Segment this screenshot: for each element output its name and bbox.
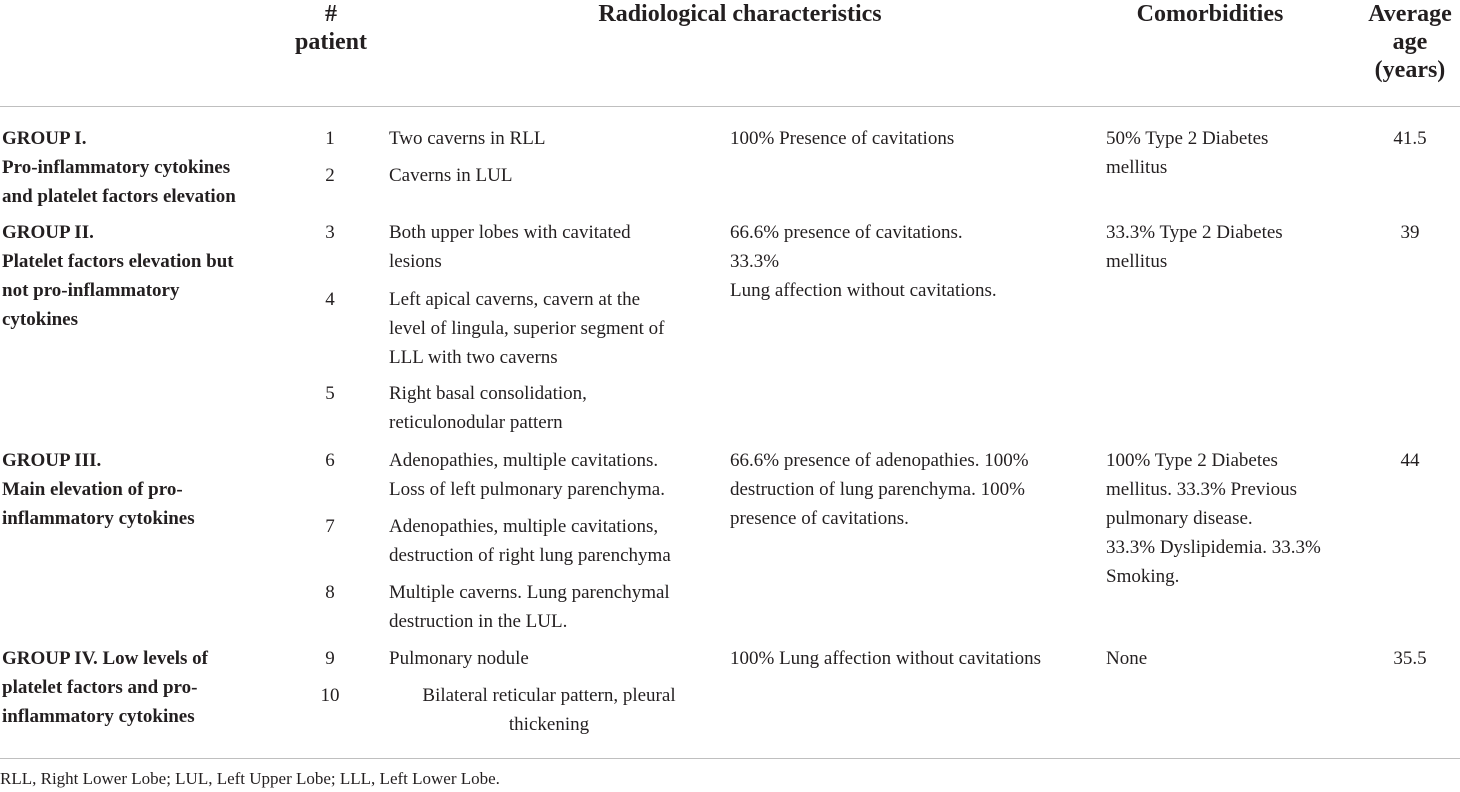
group-summary-line: 66.6% presence of adenopathies. 100% (730, 450, 1029, 471)
patient-description-line: Left apical caverns, cavern at the (389, 289, 641, 310)
header-rule (0, 106, 1460, 107)
group-comorbidities-line: 33.3% Type 2 Diabetes (1106, 222, 1283, 243)
patient-description (389, 644, 529, 673)
group-comorbidities-line: mellitus. 33.3% Previous (1106, 479, 1298, 500)
header-patient-line: patient (295, 29, 367, 55)
patient-number: 3 (325, 222, 335, 243)
patient-description-line: lesions (389, 251, 442, 272)
patient-description (389, 379, 587, 437)
patient-description-line: Multiple caverns. Lung parenchymal (389, 582, 670, 603)
patient-description-line: Both upper lobes with cavitated (389, 222, 631, 243)
group-summary-line: 66.6% presence of cavitations. (730, 222, 963, 243)
patient-description-line: Bilateral reticular pattern, pleural (422, 685, 676, 706)
group-name-line: GROUP II. (2, 222, 94, 243)
patient-description (389, 578, 670, 636)
group-summary (730, 644, 1041, 673)
group-name (2, 124, 236, 211)
patient-description-line: Adenopathies, multiple cavitations, (389, 516, 659, 537)
footnote: RLL, Right Lower Lobe; LUL, Left Upper Lobe; LLL, Left Lower Lobe. (0, 769, 500, 788)
patient-number: 1 (325, 128, 335, 149)
patient-description-line: Pulmonary nodule (389, 648, 529, 669)
group-summary-line: destruction of lung parenchyma. 100% (730, 479, 1025, 500)
group-name-line: GROUP I. (2, 128, 87, 149)
patient-description-line: LLL with two caverns (389, 347, 558, 368)
patient-description-line: level of lingula, superior segment of (389, 318, 665, 339)
group-average-age: 39 (1400, 222, 1420, 243)
patient-description-line: Loss of left pulmonary parenchyma. (389, 479, 665, 500)
group-summary (730, 446, 1029, 533)
group-name-line: Main elevation of pro- (2, 479, 183, 500)
header-patient-line: # (325, 1, 337, 27)
group-comorbidities-line: 50% Type 2 Diabetes (1106, 128, 1269, 149)
patient-description-line: Right basal consolidation, (389, 383, 587, 404)
group-name-line: GROUP IV. Low levels of (2, 648, 209, 669)
patient-number: 7 (325, 516, 335, 537)
header-radiological: Radiological characteristics (598, 1, 882, 27)
group-comorbidities-line: pulmonary disease. (1106, 508, 1253, 529)
header-patient (286, 0, 376, 56)
group-summary-line: presence of cavitations. (730, 508, 909, 529)
group-comorbidities (1106, 446, 1321, 591)
group-name-line: inflammatory cytokines (2, 508, 195, 529)
patient-number: 10 (320, 685, 340, 706)
patient-description (389, 446, 665, 504)
group-summary-line: 100% Presence of cavitations (730, 128, 955, 149)
group-name-line: inflammatory cytokines (2, 706, 195, 727)
group-comorbidities-line: mellitus (1106, 157, 1168, 178)
group-average-age: 41.5 (1393, 128, 1427, 149)
group-name-line: platelet factors and pro- (2, 677, 198, 698)
group-comorbidities-line: Smoking. (1106, 566, 1180, 587)
group-name-line: cytokines (2, 309, 78, 330)
group-comorbidities-line: 100% Type 2 Diabetes (1106, 450, 1278, 471)
group-summary-line: Lung affection without cavitations. (730, 280, 997, 301)
group-name-line: not pro-inflammatory (2, 280, 180, 301)
group-summary-line: 33.3% (730, 251, 780, 272)
group-comorbidities (1106, 644, 1147, 673)
group-average-age: 35.5 (1393, 648, 1427, 669)
patient-description (389, 681, 709, 739)
group-name (2, 644, 208, 731)
patient-description (389, 161, 512, 190)
patient-description-line: Adenopathies, multiple cavitations. (389, 450, 659, 471)
header-age-line: Average (1368, 1, 1452, 27)
group-name-line: Platelet factors elevation but (2, 251, 234, 272)
group-name-line: GROUP III. (2, 450, 102, 471)
patient-number: 6 (325, 450, 335, 471)
group-comorbidities (1106, 218, 1283, 276)
patient-description-line: reticulonodular pattern (389, 412, 563, 433)
group-name-line: Pro-inflammatory cytokines (2, 157, 231, 178)
group-comorbidities-line: mellitus (1106, 251, 1168, 272)
group-comorbidities-line: None (1106, 648, 1148, 669)
bottom-rule (0, 758, 1460, 759)
group-name (2, 446, 195, 533)
header-age-line: (years) (1374, 57, 1446, 83)
patient-description-line: Caverns in LUL (389, 165, 513, 186)
patient-number: 9 (325, 648, 335, 669)
patient-number: 2 (325, 165, 335, 186)
patient-description-line: destruction in the LUL. (389, 611, 568, 632)
group-name (2, 218, 234, 334)
group-summary (730, 218, 997, 305)
group-comorbidities-line: 33.3% Dyslipidemia. 33.3% (1106, 537, 1321, 558)
patient-description-line: destruction of right lung parenchyma (389, 545, 671, 566)
group-summary (730, 124, 954, 153)
patient-number: 8 (325, 582, 335, 603)
patient-description (389, 218, 631, 276)
header-age (1360, 0, 1460, 84)
header-age-line: age (1392, 29, 1428, 55)
patient-number: 4 (325, 289, 335, 310)
patient-number: 5 (325, 383, 335, 404)
group-average-age: 44 (1400, 450, 1420, 471)
group-comorbidities (1106, 124, 1268, 182)
group-name-line: and platelet factors elevation (2, 186, 236, 207)
patient-description (389, 512, 671, 570)
patient-description-line: Two caverns in RLL (389, 128, 546, 149)
patient-description (389, 124, 545, 153)
patient-description-line: thickening (508, 714, 590, 735)
header-comorbidities: Comorbidities (1136, 1, 1284, 27)
group-summary-line: 100% Lung affection without cavitations (730, 648, 1041, 669)
patient-description (389, 285, 664, 372)
